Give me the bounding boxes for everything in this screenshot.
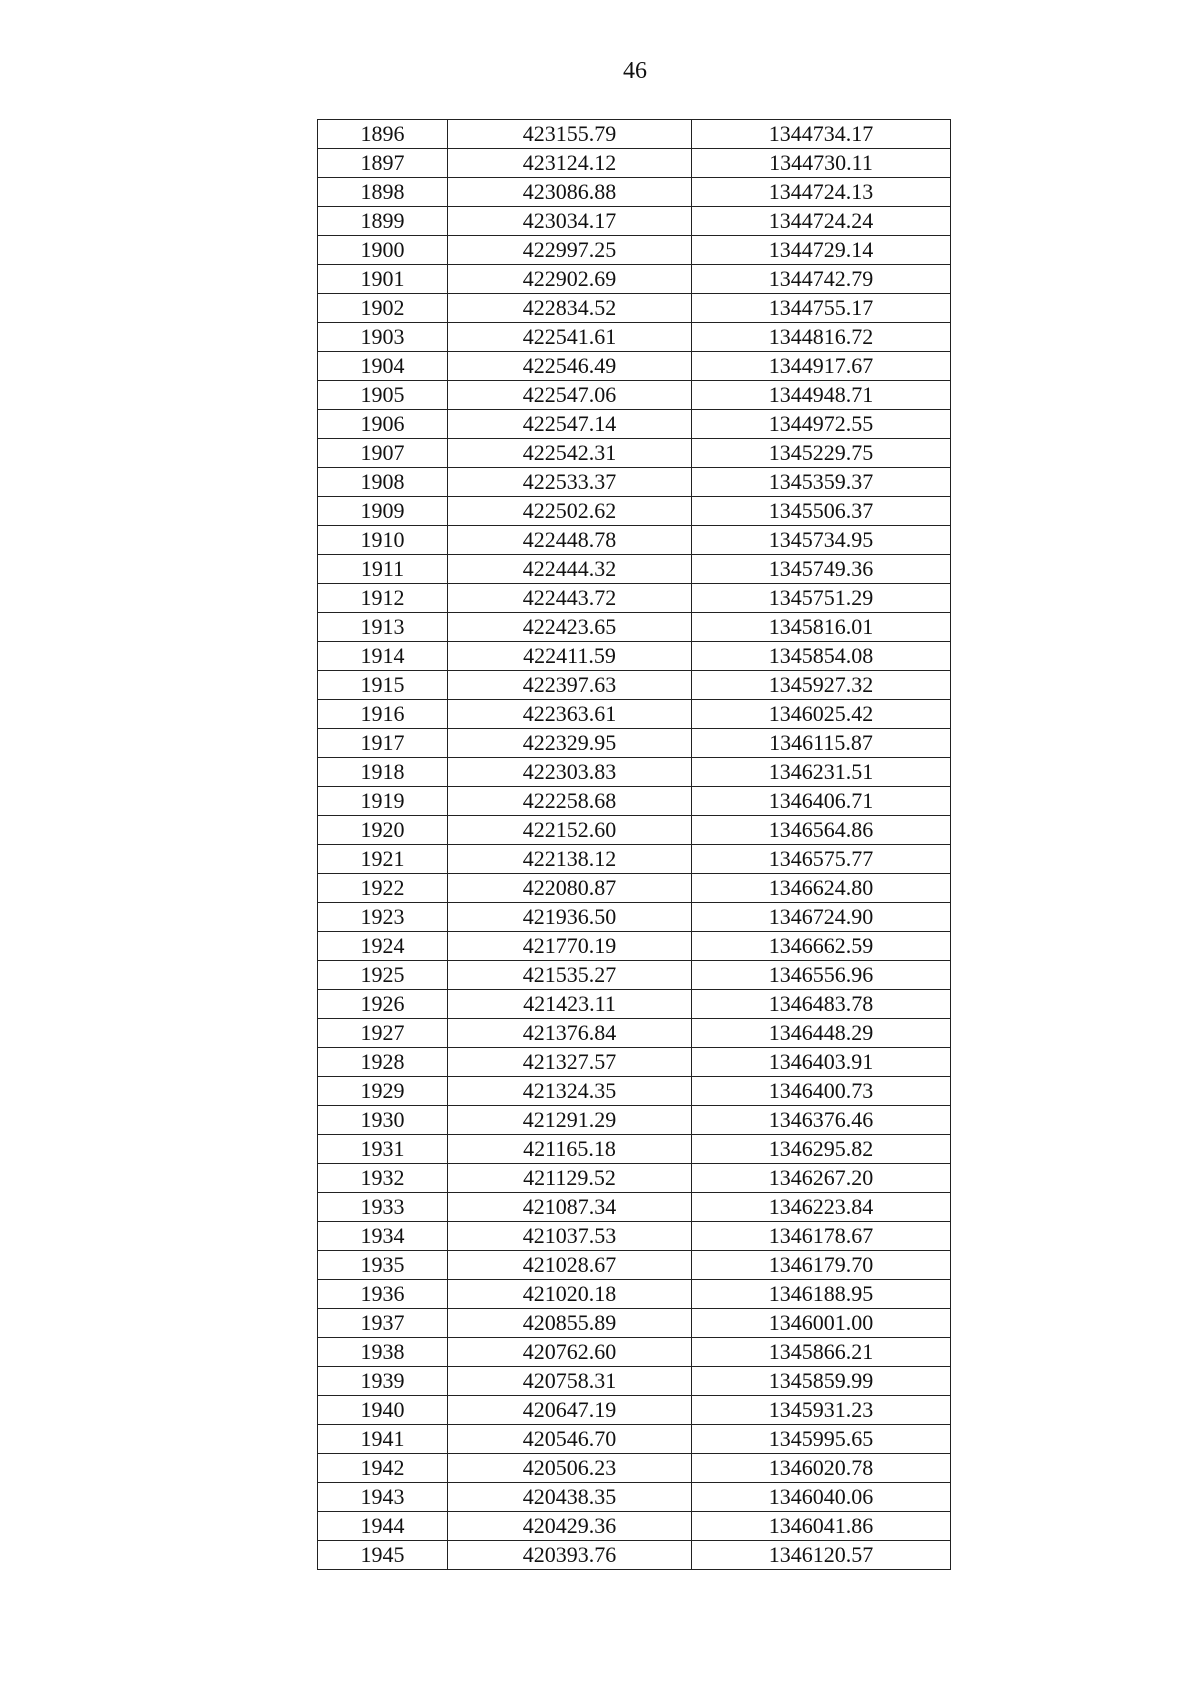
- point-id-cell: 1932: [318, 1164, 448, 1193]
- table-row: [318, 990, 951, 1019]
- x-coordinate-cell: 422448.78: [448, 526, 692, 555]
- table-row: [318, 381, 951, 410]
- point-id-cell: 1908: [318, 468, 448, 497]
- table-row: [318, 294, 951, 323]
- y-coordinate-cell: 1346115.87: [692, 729, 951, 758]
- x-coordinate-cell: 422541.61: [448, 323, 692, 352]
- table-row: [318, 816, 951, 845]
- point-id-cell: 1940: [318, 1396, 448, 1425]
- point-id-cell: 1913: [318, 613, 448, 642]
- point-id-cell: 1897: [318, 149, 448, 178]
- table-row: [318, 845, 951, 874]
- x-coordinate-cell: 422547.14: [448, 410, 692, 439]
- table-row: [318, 149, 951, 178]
- table-row: [318, 1135, 951, 1164]
- y-coordinate-cell: 1346483.78: [692, 990, 951, 1019]
- y-coordinate-cell: 1344742.79: [692, 265, 951, 294]
- table-row: [318, 1454, 951, 1483]
- x-coordinate-cell: 421423.11: [448, 990, 692, 1019]
- y-coordinate-cell: 1345931.23: [692, 1396, 951, 1425]
- x-coordinate-cell: 423034.17: [448, 207, 692, 236]
- x-coordinate-cell: 421770.19: [448, 932, 692, 961]
- point-id-cell: 1938: [318, 1338, 448, 1367]
- point-id-cell: 1942: [318, 1454, 448, 1483]
- x-coordinate-cell: 423124.12: [448, 149, 692, 178]
- x-coordinate-cell: 420438.35: [448, 1483, 692, 1512]
- point-id-cell: 1923: [318, 903, 448, 932]
- y-coordinate-cell: 1346001.00: [692, 1309, 951, 1338]
- point-id-cell: 1906: [318, 410, 448, 439]
- x-coordinate-cell: 421376.84: [448, 1019, 692, 1048]
- y-coordinate-cell: 1345854.08: [692, 642, 951, 671]
- y-coordinate-cell: 1345927.32: [692, 671, 951, 700]
- table-row: [318, 1483, 951, 1512]
- y-coordinate-cell: 1346624.80: [692, 874, 951, 903]
- y-coordinate-cell: 1344730.11: [692, 149, 951, 178]
- y-coordinate-cell: 1346662.59: [692, 932, 951, 961]
- x-coordinate-cell: 422363.61: [448, 700, 692, 729]
- x-coordinate-cell: 422411.59: [448, 642, 692, 671]
- table-row: [318, 1019, 951, 1048]
- y-coordinate-cell: 1345995.65: [692, 1425, 951, 1454]
- table-row: [318, 729, 951, 758]
- table-row: [318, 671, 951, 700]
- point-id-cell: 1911: [318, 555, 448, 584]
- x-coordinate-cell: 420429.36: [448, 1512, 692, 1541]
- table-row: [318, 1280, 951, 1309]
- x-coordinate-cell: 423086.88: [448, 178, 692, 207]
- x-coordinate-cell: 420855.89: [448, 1309, 692, 1338]
- y-coordinate-cell: 1346179.70: [692, 1251, 951, 1280]
- table-row: [318, 1541, 951, 1570]
- table-row: [318, 1309, 951, 1338]
- y-coordinate-cell: 1346403.91: [692, 1048, 951, 1077]
- point-id-cell: 1910: [318, 526, 448, 555]
- x-coordinate-cell: 421324.35: [448, 1077, 692, 1106]
- table-row: [318, 613, 951, 642]
- y-coordinate-cell: 1344972.55: [692, 410, 951, 439]
- point-id-cell: 1924: [318, 932, 448, 961]
- table-row: [318, 787, 951, 816]
- y-coordinate-cell: 1346295.82: [692, 1135, 951, 1164]
- point-id-cell: 1939: [318, 1367, 448, 1396]
- table-row: [318, 1048, 951, 1077]
- y-coordinate-cell: 1345749.36: [692, 555, 951, 584]
- x-coordinate-cell: 421037.53: [448, 1222, 692, 1251]
- x-coordinate-cell: 422444.32: [448, 555, 692, 584]
- y-coordinate-cell: 1346400.73: [692, 1077, 951, 1106]
- point-id-cell: 1927: [318, 1019, 448, 1048]
- point-id-cell: 1935: [318, 1251, 448, 1280]
- x-coordinate-cell: 420647.19: [448, 1396, 692, 1425]
- table-row: [318, 497, 951, 526]
- table-row: [318, 700, 951, 729]
- table-row: [318, 468, 951, 497]
- point-id-cell: 1928: [318, 1048, 448, 1077]
- point-id-cell: 1907: [318, 439, 448, 468]
- y-coordinate-cell: 1345859.99: [692, 1367, 951, 1396]
- y-coordinate-cell: 1346556.96: [692, 961, 951, 990]
- point-id-cell: 1920: [318, 816, 448, 845]
- coordinates-table: [317, 119, 951, 1570]
- table-row: [318, 178, 951, 207]
- y-coordinate-cell: 1346564.86: [692, 816, 951, 845]
- table-row: [318, 207, 951, 236]
- table-row: [318, 1251, 951, 1280]
- y-coordinate-cell: 1345229.75: [692, 439, 951, 468]
- table-row: [318, 555, 951, 584]
- x-coordinate-cell: 422542.31: [448, 439, 692, 468]
- x-coordinate-cell: 421291.29: [448, 1106, 692, 1135]
- y-coordinate-cell: 1346231.51: [692, 758, 951, 787]
- y-coordinate-cell: 1345866.21: [692, 1338, 951, 1367]
- table-row: [318, 642, 951, 671]
- point-id-cell: 1936: [318, 1280, 448, 1309]
- table-row: [318, 1106, 951, 1135]
- x-coordinate-cell: 422423.65: [448, 613, 692, 642]
- point-id-cell: 1943: [318, 1483, 448, 1512]
- x-coordinate-cell: 422152.60: [448, 816, 692, 845]
- x-coordinate-cell: 422902.69: [448, 265, 692, 294]
- point-id-cell: 1922: [318, 874, 448, 903]
- table-row: [318, 236, 951, 265]
- table-row: [318, 1367, 951, 1396]
- point-id-cell: 1916: [318, 700, 448, 729]
- y-coordinate-cell: 1346724.90: [692, 903, 951, 932]
- x-coordinate-cell: 420758.31: [448, 1367, 692, 1396]
- point-id-cell: 1931: [318, 1135, 448, 1164]
- point-id-cell: 1919: [318, 787, 448, 816]
- y-coordinate-cell: 1346448.29: [692, 1019, 951, 1048]
- table-row: [318, 526, 951, 555]
- table-row: [318, 1396, 951, 1425]
- y-coordinate-cell: 1345734.95: [692, 526, 951, 555]
- point-id-cell: 1934: [318, 1222, 448, 1251]
- y-coordinate-cell: 1346575.77: [692, 845, 951, 874]
- point-id-cell: 1905: [318, 381, 448, 410]
- table-row: [318, 903, 951, 932]
- coordinates-table-body: [318, 120, 951, 1570]
- y-coordinate-cell: 1346040.06: [692, 1483, 951, 1512]
- point-id-cell: 1909: [318, 497, 448, 526]
- point-id-cell: 1914: [318, 642, 448, 671]
- x-coordinate-cell: 422547.06: [448, 381, 692, 410]
- x-coordinate-cell: 422138.12: [448, 845, 692, 874]
- x-coordinate-cell: 422397.63: [448, 671, 692, 700]
- point-id-cell: 1898: [318, 178, 448, 207]
- x-coordinate-cell: 422834.52: [448, 294, 692, 323]
- y-coordinate-cell: 1346025.42: [692, 700, 951, 729]
- y-coordinate-cell: 1344729.14: [692, 236, 951, 265]
- table-row: [318, 265, 951, 294]
- table-row: [318, 1077, 951, 1106]
- point-id-cell: 1904: [318, 352, 448, 381]
- y-coordinate-cell: 1344734.17: [692, 120, 951, 149]
- x-coordinate-cell: 422443.72: [448, 584, 692, 613]
- point-id-cell: 1902: [318, 294, 448, 323]
- y-coordinate-cell: 1346120.57: [692, 1541, 951, 1570]
- x-coordinate-cell: 422258.68: [448, 787, 692, 816]
- table-row: [318, 758, 951, 787]
- y-coordinate-cell: 1346020.78: [692, 1454, 951, 1483]
- y-coordinate-cell: 1346041.86: [692, 1512, 951, 1541]
- y-coordinate-cell: 1346376.46: [692, 1106, 951, 1135]
- point-id-cell: 1944: [318, 1512, 448, 1541]
- point-id-cell: 1937: [318, 1309, 448, 1338]
- x-coordinate-cell: 421936.50: [448, 903, 692, 932]
- table-row: [318, 410, 951, 439]
- table-row: [318, 1193, 951, 1222]
- table-row: [318, 932, 951, 961]
- x-coordinate-cell: 421535.27: [448, 961, 692, 990]
- y-coordinate-cell: 1346188.95: [692, 1280, 951, 1309]
- table-row: [318, 1425, 951, 1454]
- y-coordinate-cell: 1344724.24: [692, 207, 951, 236]
- y-coordinate-cell: 1345506.37: [692, 497, 951, 526]
- point-id-cell: 1900: [318, 236, 448, 265]
- y-coordinate-cell: 1344917.67: [692, 352, 951, 381]
- point-id-cell: 1903: [318, 323, 448, 352]
- x-coordinate-cell: 421028.67: [448, 1251, 692, 1280]
- point-id-cell: 1930: [318, 1106, 448, 1135]
- table-row: [318, 584, 951, 613]
- x-coordinate-cell: 421087.34: [448, 1193, 692, 1222]
- table-row: [318, 1512, 951, 1541]
- table-row: [318, 961, 951, 990]
- y-coordinate-cell: 1346178.67: [692, 1222, 951, 1251]
- table-row: [318, 439, 951, 468]
- x-coordinate-cell: 423155.79: [448, 120, 692, 149]
- point-id-cell: 1899: [318, 207, 448, 236]
- point-id-cell: 1917: [318, 729, 448, 758]
- point-id-cell: 1941: [318, 1425, 448, 1454]
- x-coordinate-cell: 421327.57: [448, 1048, 692, 1077]
- x-coordinate-cell: 422533.37: [448, 468, 692, 497]
- y-coordinate-cell: 1345816.01: [692, 613, 951, 642]
- x-coordinate-cell: 421165.18: [448, 1135, 692, 1164]
- y-coordinate-cell: 1344816.72: [692, 323, 951, 352]
- x-coordinate-cell: 420762.60: [448, 1338, 692, 1367]
- point-id-cell: 1918: [318, 758, 448, 787]
- x-coordinate-cell: 421129.52: [448, 1164, 692, 1193]
- x-coordinate-cell: 420393.76: [448, 1541, 692, 1570]
- y-coordinate-cell: 1346223.84: [692, 1193, 951, 1222]
- point-id-cell: 1925: [318, 961, 448, 990]
- y-coordinate-cell: 1344948.71: [692, 381, 951, 410]
- y-coordinate-cell: 1346406.71: [692, 787, 951, 816]
- page-number: 46: [623, 58, 647, 84]
- point-id-cell: 1926: [318, 990, 448, 1019]
- point-id-cell: 1912: [318, 584, 448, 613]
- point-id-cell: 1896: [318, 120, 448, 149]
- point-id-cell: 1901: [318, 265, 448, 294]
- table-row: [318, 1338, 951, 1367]
- x-coordinate-cell: 422329.95: [448, 729, 692, 758]
- x-coordinate-cell: 420546.70: [448, 1425, 692, 1454]
- x-coordinate-cell: 422997.25: [448, 236, 692, 265]
- y-coordinate-cell: 1345359.37: [692, 468, 951, 497]
- table-row: [318, 323, 951, 352]
- y-coordinate-cell: 1345751.29: [692, 584, 951, 613]
- table-row: [318, 1222, 951, 1251]
- x-coordinate-cell: 421020.18: [448, 1280, 692, 1309]
- y-coordinate-cell: 1344724.13: [692, 178, 951, 207]
- table-row: [318, 352, 951, 381]
- y-coordinate-cell: 1346267.20: [692, 1164, 951, 1193]
- point-id-cell: 1929: [318, 1077, 448, 1106]
- x-coordinate-cell: 422303.83: [448, 758, 692, 787]
- table-row: [318, 874, 951, 903]
- point-id-cell: 1945: [318, 1541, 448, 1570]
- point-id-cell: 1933: [318, 1193, 448, 1222]
- point-id-cell: 1915: [318, 671, 448, 700]
- x-coordinate-cell: 422080.87: [448, 874, 692, 903]
- table-row: [318, 120, 951, 149]
- x-coordinate-cell: 422502.62: [448, 497, 692, 526]
- table-row: [318, 1164, 951, 1193]
- y-coordinate-cell: 1344755.17: [692, 294, 951, 323]
- point-id-cell: 1921: [318, 845, 448, 874]
- x-coordinate-cell: 420506.23: [448, 1454, 692, 1483]
- x-coordinate-cell: 422546.49: [448, 352, 692, 381]
